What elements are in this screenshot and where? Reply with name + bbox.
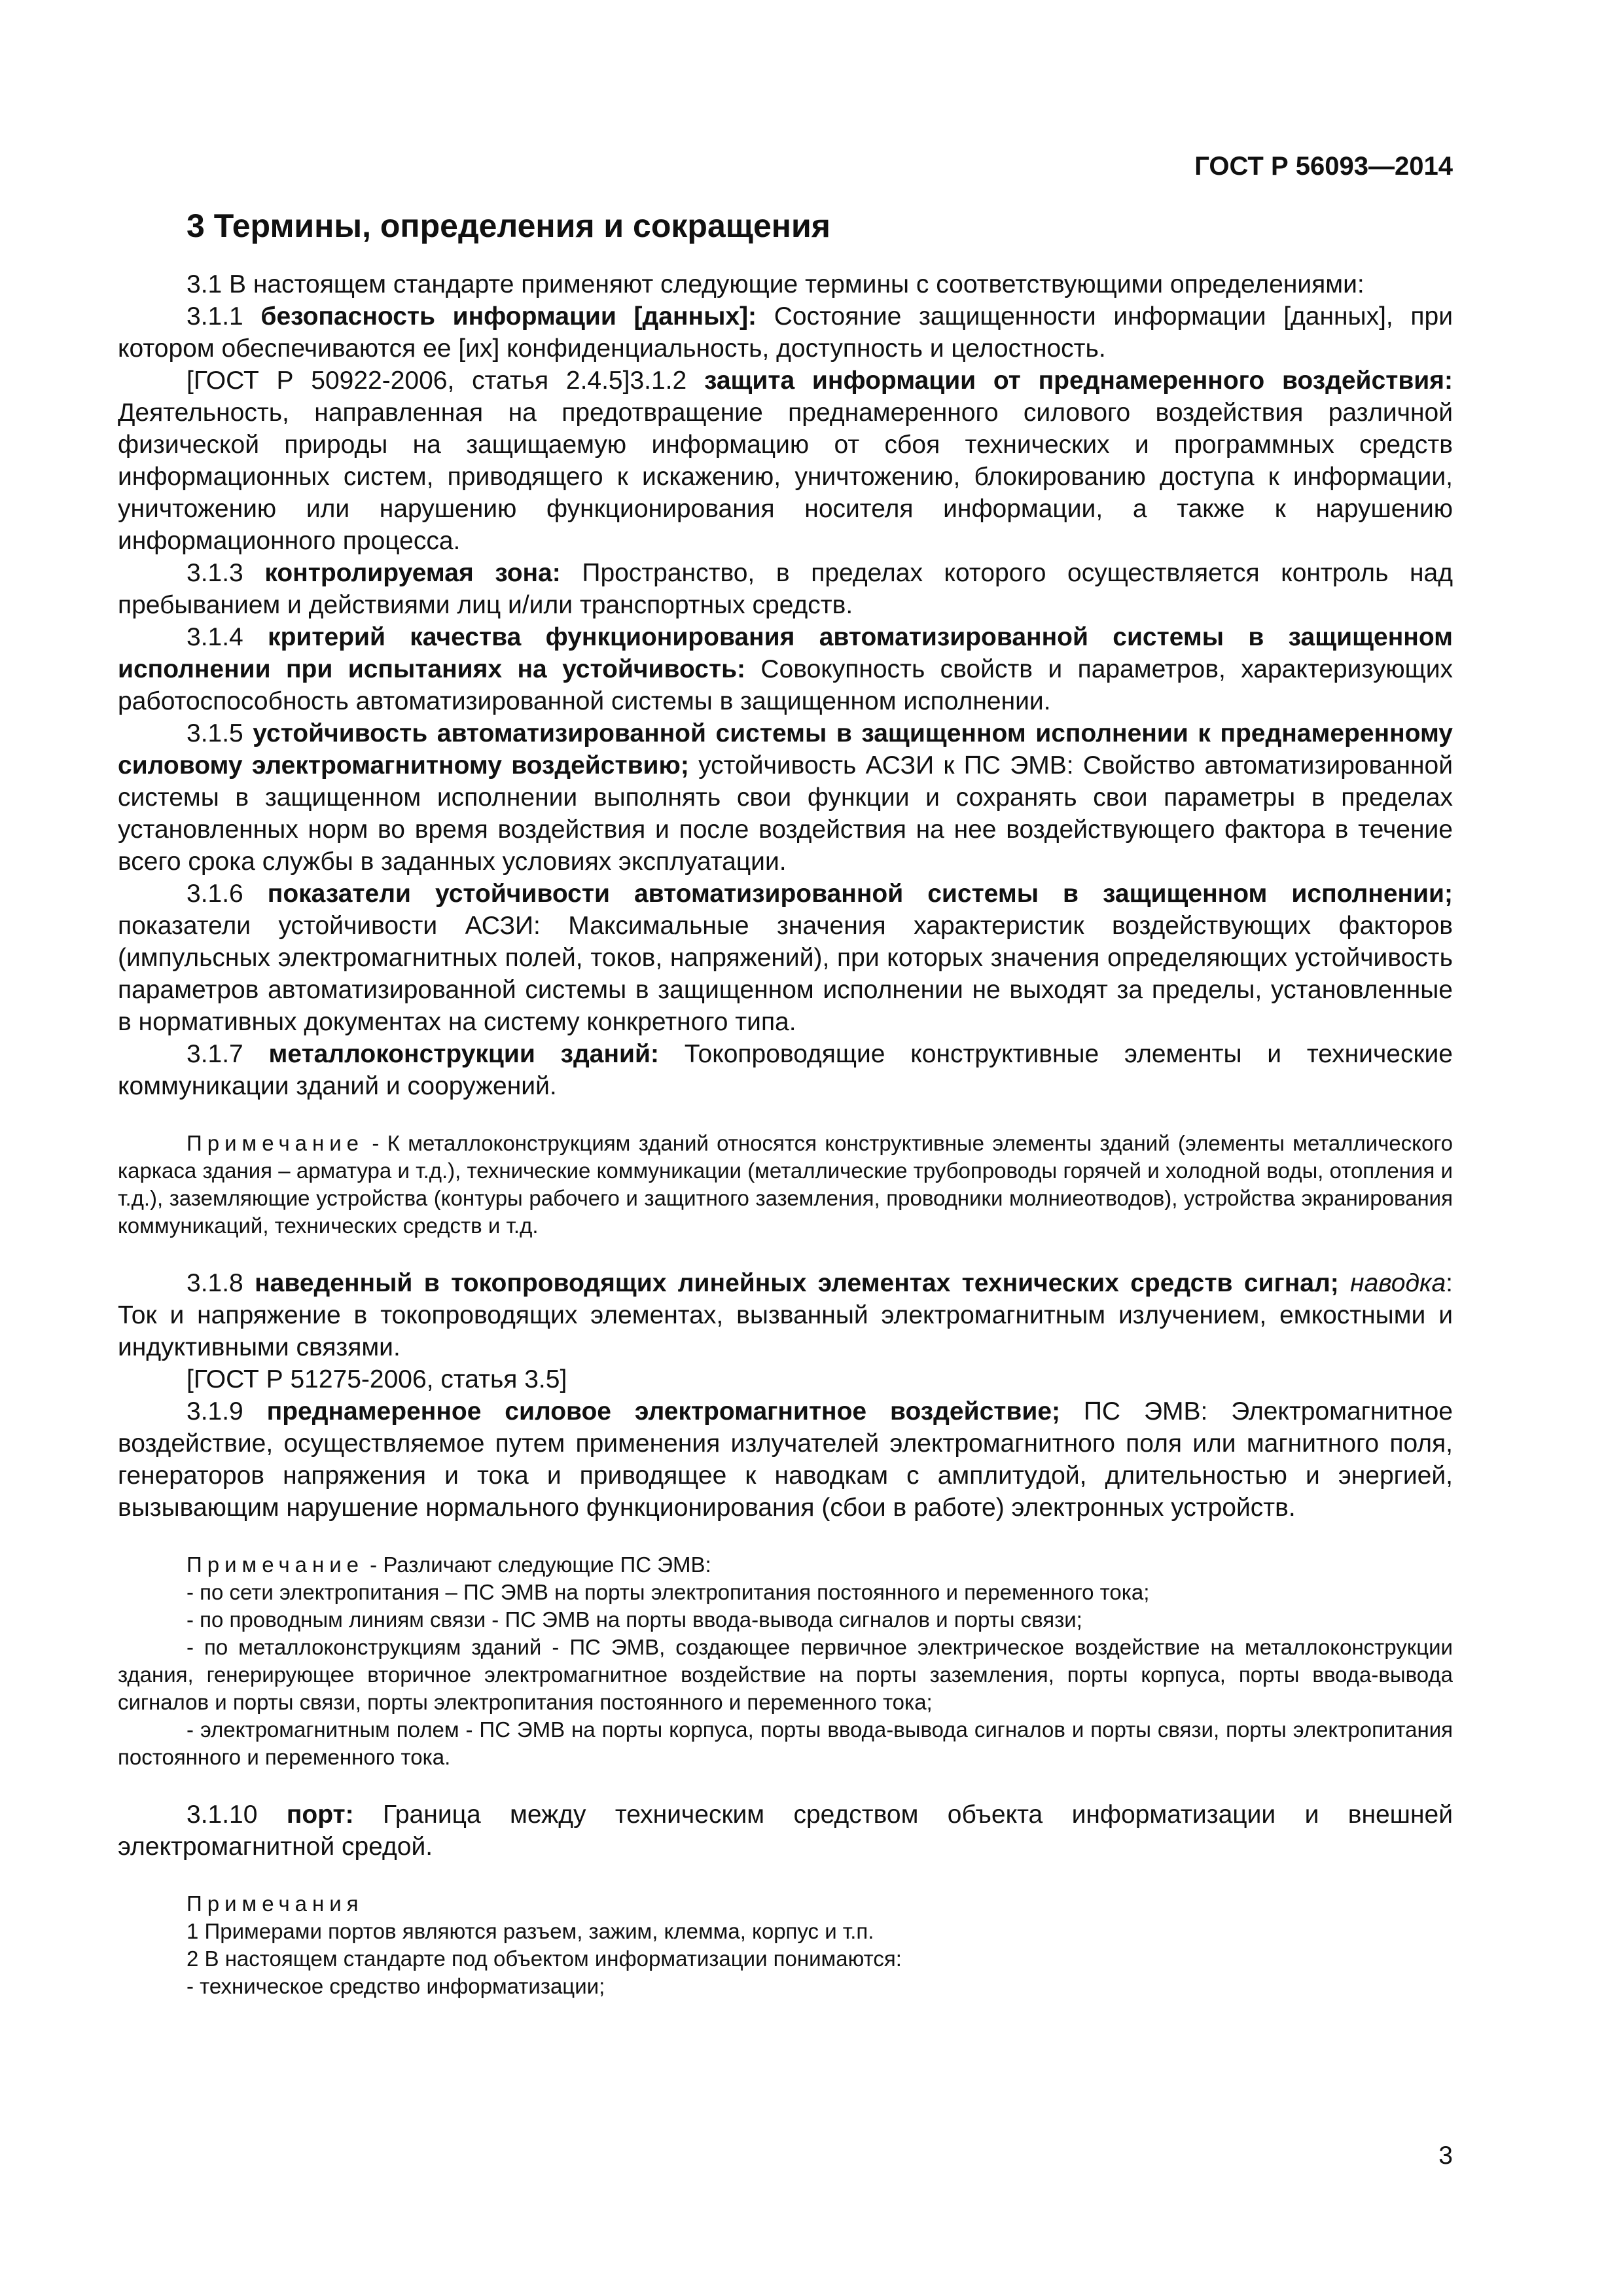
- note-text: - К металлоконструкциям зданий относятся конструктивные элементы зданий (элементы металлического каркаса здания – арматура и т.д.), технические коммуникации (металлические трубопроводы горячей и холодной воды, отопления и т.д.), заземляющие устройства (контуры рабочего и защитного заземления, проводники молниеотводов), устройства экранирования коммуникаций, технических средств и т.д.: [118, 1131, 1453, 1238]
- term-number: 3.1.8: [187, 1269, 255, 1297]
- term-number: 3.1.1: [187, 302, 261, 331]
- term-name: устойчивость автоматизированной системы в защищенном исполнении к преднамеренному силовому электромагнитному воздействию;: [118, 719, 1453, 780]
- term-name: защита информации от преднамеренного воздействия:: [704, 367, 1454, 395]
- note-3-item: - техническое средство информатизации;: [187, 1974, 605, 1998]
- term-number: 3.1.6: [187, 880, 268, 908]
- term-number: 3.1.4: [187, 623, 268, 651]
- term-3-1-10: [118, 1799, 1453, 1863]
- note-3-label: [118, 1890, 1453, 1918]
- note-2-item: - электромагнитным полем - ПС ЭМВ на порты корпуса, порты ввода-вывода сигналов и порты связи, порты электропитания постоянного и переменного тока.: [118, 1717, 1453, 1769]
- term-name: преднамеренное силовое электромагнитное воздействие;: [266, 1397, 1061, 1426]
- term-number: 3.1.10: [187, 1801, 287, 1829]
- note-2-intro: [118, 1551, 1453, 1579]
- note-label: Примечание: [187, 1131, 365, 1155]
- note-text: - Различают следующие ПС ЭМВ:: [364, 1552, 711, 1577]
- term-3-1-2: [118, 365, 1453, 557]
- term-definition: Деятельность, направленная на предотвращение преднамеренного силового воздействия различной физической природы на защищаемую информацию от сбоя технических и программных средств информационных систем, приводящего к искажению, уничтожению, блокированию доступа к информации, уничтожению или нарушению функционирования носителя информации, а также к нарушению информационного процесса.: [118, 399, 1453, 555]
- term-3-1-1: [118, 300, 1453, 365]
- term-definition: : Ток и напряжение в токопроводящих элементах, вызванный электромагнитным излучением, емкостными и индуктивными связями.: [118, 1269, 1453, 1361]
- spacer: [118, 1771, 1453, 1799]
- standard-code-header: ГОСТ Р 56093—2014: [1194, 152, 1453, 181]
- reference-3-1-8: [118, 1363, 1453, 1395]
- document-page: [118, 151, 1453, 2245]
- note-2-item: - по проводным линиям связи - ПС ЭМВ на порты ввода-вывода сигналов и порты связи;: [187, 1607, 1082, 1632]
- term-definition: Совокупность свойств и параметров, характеризующих работоспособность автоматизированной системы в защищенном исполнении.: [118, 655, 1453, 715]
- term-name: критерий качества функционирования автоматизированной системы в защищенном исполнении при испытаниях на устойчивость:: [118, 623, 1453, 683]
- note-label: Примечания: [187, 1892, 364, 1916]
- document-body: [118, 268, 1453, 2000]
- term-3-1-9: [118, 1395, 1453, 1524]
- note-3-item: 1 Примерами портов являются разъем, зажим, клемма, корпус и т.п.: [187, 1919, 874, 1943]
- term-name: контролируемая зона:: [264, 559, 561, 587]
- spacer: [118, 1102, 1453, 1130]
- term-number: 3.1.7: [187, 1040, 269, 1068]
- term-name: металлоконструкции зданий:: [268, 1040, 659, 1068]
- term-definition: Состояние защищенности информации [данных], при котором обеспечиваются ее [их] конфиденциальность, доступность и целостность.: [118, 302, 1454, 363]
- paragraph-text: 3.1 В настоящем стандарте применяют следующие термины с соответствующими определениями:: [187, 270, 1364, 298]
- term-definition: Граница между техническим средством объекта информатизации и внешней электромагнитной средой.: [118, 1801, 1453, 1861]
- term-3-1-8: [118, 1267, 1453, 1363]
- term-3-1-6: [118, 878, 1453, 1038]
- note-3-item: 2 В настоящем стандарте под объектом информатизации понимаются:: [187, 1946, 902, 1971]
- note-2-item: - по сети электропитания – ПС ЭМВ на порты электропитания постоянного и переменного тока;: [187, 1580, 1150, 1604]
- term-name: наведенный в токопроводящих линейных элементах технических средств сигнал;: [255, 1269, 1339, 1297]
- reference: [ГОСТ Р 51275-2006, статья 3.5]: [187, 1365, 567, 1393]
- term-name: безопасность информации [данных]:: [260, 302, 757, 331]
- term-definition: Токопроводящие конструктивные элементы и технические коммуникации зданий и сооружений.: [118, 1040, 1453, 1100]
- term-3-1-7: [118, 1038, 1453, 1102]
- term-3-1-5: [118, 717, 1453, 878]
- term-definition: показатели устойчивости АСЗИ: Максимальные значения характеристик воздействующих факторов (импульсных электромагнитных полей, токов, напряжений), при которых значения определяющих устойчивость параметров автоматизированной системы в защищенном исполнении не выходят за пределы, установленные в нормативных документах на систему конкретного типа.: [118, 912, 1453, 1036]
- term-alternative: наводка: [1350, 1269, 1446, 1297]
- term-definition: Пространство, в пределах которого осуществляется контроль над пребыванием и действиями лиц и/или транспортных средств.: [118, 559, 1453, 619]
- paragraph-3-1: [118, 268, 1453, 300]
- term-name: показатели устойчивости автоматизированной системы в защищенном исполнении;: [267, 880, 1453, 908]
- section-title: 3 Термины, определения и сокращения: [187, 207, 830, 244]
- term-number: 3.1.5: [187, 719, 253, 747]
- page-number: 3: [1438, 2142, 1453, 2170]
- spacer: [118, 1240, 1453, 1267]
- spacer: [118, 1524, 1453, 1551]
- term-definition: ПС ЭМВ: Электромагнитное воздействие, осуществляемое путем применения излучателей электромагнитного поля или магнитного поля, генераторов напряжения и тока и приводящее к наводкам с амплитудой, длительностью и энергией, вызывающим нарушение нормального функционирования (сбои в работе) электронных устройств.: [118, 1397, 1454, 1522]
- term-number: 3.1.9: [187, 1397, 267, 1426]
- term-number: 3.1.3: [187, 559, 265, 587]
- term-3-1-4: [118, 621, 1453, 717]
- reference: [ГОСТ Р 50922-2006, статья 2.4.5]: [187, 367, 630, 395]
- note-label: Примечание: [187, 1552, 365, 1577]
- note-2-item: - по металлоконструкциям зданий - ПС ЭМВ, создающее первичное электрическое воздействие на металлоконструкции здания, генерирующее вторичное электромагнитное воздействие на порты заземления, порты корпуса, порты ввода-вывода сигналов и порты связи, порты электропитания постоянного и переменного тока;: [118, 1635, 1453, 1714]
- term-name: порт:: [286, 1801, 354, 1829]
- term-3-1-3: [118, 557, 1453, 621]
- term-definition: устойчивость АСЗИ к ПС ЭМВ: Свойство автоматизированной системы в защищенном исполнении выполнять свои функции и сохранять свои параметры в пределах установленных норм во время воздействия и после воздействия на нее воздействующего фактора в течение всего срока службы в заданных условиях эксплуатации.: [118, 751, 1453, 876]
- spacer: [118, 1863, 1453, 1890]
- term-number: 3.1.2: [630, 367, 704, 395]
- note-1: [118, 1130, 1453, 1240]
